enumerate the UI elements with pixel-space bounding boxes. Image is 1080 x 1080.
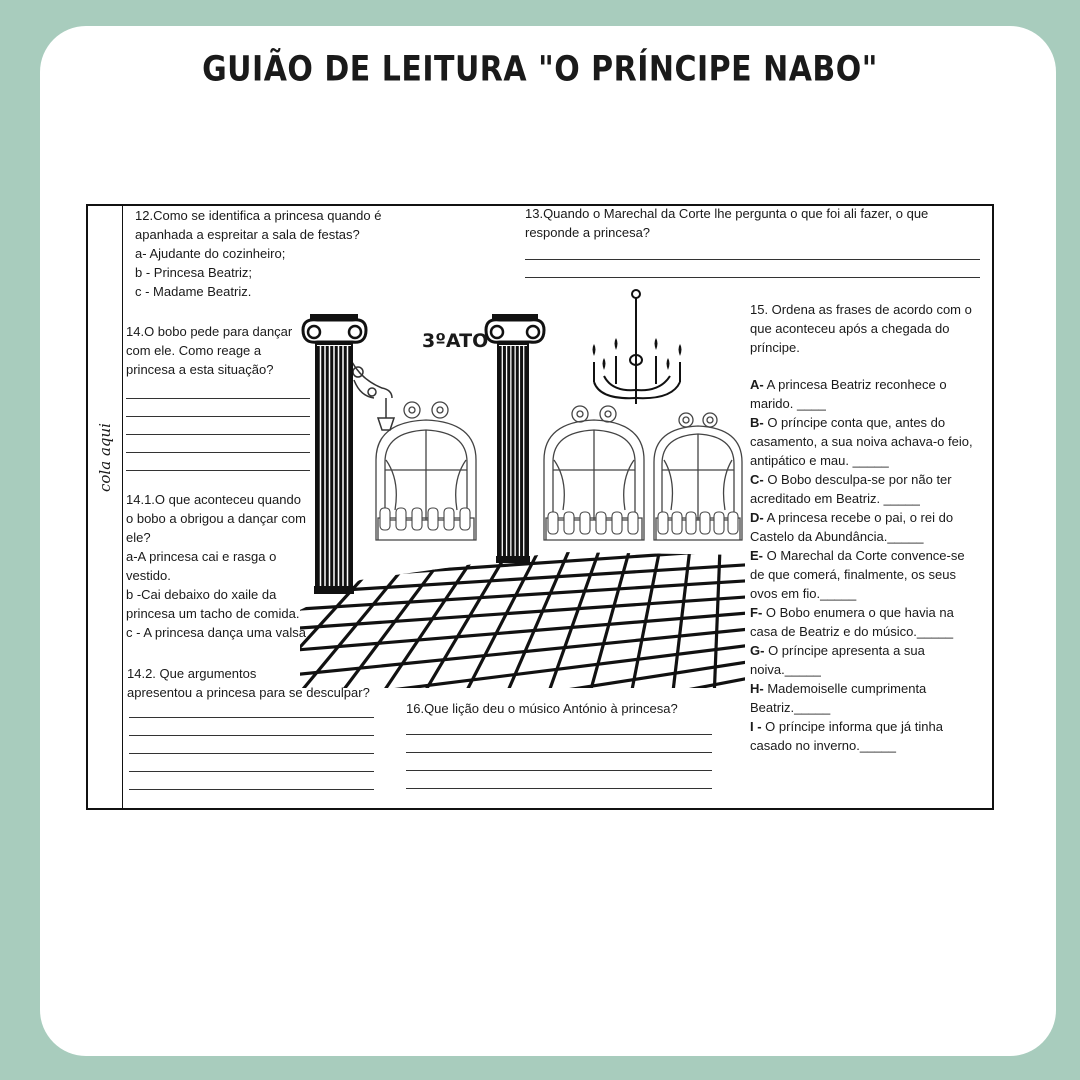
- ordering-item: [750, 546, 973, 603]
- question-12: [135, 206, 381, 301]
- item-text: de que comerá, finalmente, os seus: [750, 567, 956, 582]
- ordering-item: [750, 508, 973, 546]
- balcony-railing: [380, 508, 738, 534]
- item-text: O Bobo enumera o que havia na: [762, 605, 954, 620]
- item-text: O príncipe apresenta a sua: [764, 643, 925, 658]
- item-text: O Marechal da Corte convence-se: [763, 548, 965, 563]
- item-text: Mademoiselle cumprimenta: [763, 681, 927, 696]
- option-b: b -Cai debaixo do xaile da: [126, 587, 277, 602]
- question-text: com ele. Como reage a: [126, 343, 262, 358]
- question-text: príncipe.: [750, 340, 800, 355]
- answer-lines-14-2[interactable]: [129, 700, 374, 790]
- ordering-item: [750, 641, 973, 679]
- ordering-list: [750, 375, 973, 755]
- option-a: a-A princesa cai e rasga o: [126, 549, 277, 564]
- item-letter: F-: [750, 605, 763, 620]
- question-text: responde a princesa?: [525, 225, 651, 240]
- question-14: [126, 322, 292, 379]
- question-13: [525, 204, 928, 242]
- answer-lines-14[interactable]: [126, 381, 310, 471]
- item-text: O príncipe conta que, antes do: [763, 415, 946, 430]
- item-text: acreditado em Beatriz. _____: [750, 491, 920, 506]
- question-16: [406, 699, 678, 718]
- item-letter: C-: [750, 472, 764, 487]
- item-letter: D-: [750, 510, 764, 525]
- question-text: que aconteceu após a chegada do: [750, 321, 950, 336]
- question-text: apresentou a princesa para se desculpar?: [127, 685, 370, 700]
- ordering-item: [750, 375, 973, 413]
- item-letter: H-: [750, 681, 764, 696]
- question-text: 14.1.O que aconteceu quando: [126, 492, 301, 507]
- question-text: 13.Quando o Marechal da Corte lhe pergunta o que foi ali fazer, o que: [525, 206, 929, 221]
- item-text: casamento, a sua noiva achava-o feio,: [750, 434, 973, 449]
- option-a: a- Ajudante do cozinheiro;: [135, 246, 286, 261]
- item-text: O príncipe informa que já tinha: [761, 719, 943, 734]
- item-text: casado no inverno._____: [750, 738, 897, 753]
- question-text: 14.O bobo pede para dançar: [126, 324, 293, 339]
- question-text: o bobo a obrigou a dançar com: [126, 511, 306, 526]
- question-text: ele?: [126, 530, 151, 545]
- item-text: O Bobo desculpa-se por não ter: [763, 472, 952, 487]
- question-text: 14.2. Que argumentos: [127, 666, 257, 681]
- ordering-item: [750, 679, 973, 717]
- question-text: 12.Como se identifica a princesa quando é: [135, 208, 382, 223]
- question-14-1: [126, 490, 306, 642]
- act-label: 3ºATO: [422, 330, 489, 352]
- question-14-2: [127, 664, 370, 702]
- item-text: ovos em fio._____: [750, 586, 857, 601]
- ordering-item: [750, 413, 973, 470]
- item-text: Castelo da Abundância._____: [750, 529, 924, 544]
- item-letter: A-: [750, 377, 764, 392]
- column-left: [303, 314, 366, 594]
- item-letter: G-: [750, 643, 765, 658]
- ordering-item: [750, 717, 973, 755]
- option-a: vestido.: [126, 568, 171, 583]
- item-letter: I -: [750, 719, 762, 734]
- chandelier-icon: [594, 290, 680, 404]
- glue-label: cola aqui: [96, 423, 114, 492]
- item-text: marido. ____: [750, 396, 826, 411]
- column-right: [486, 314, 544, 563]
- question-text: 15. Ordena as frases de acordo com o: [750, 302, 972, 317]
- answer-lines-16[interactable]: [406, 717, 712, 789]
- item-text: casa de Beatriz e do músico._____: [750, 624, 954, 639]
- item-text: Beatriz._____: [750, 700, 831, 715]
- option-c: c - Madame Beatriz.: [135, 284, 252, 299]
- item-letter: B-: [750, 415, 764, 430]
- option-b: princesa um tacho de comida.: [126, 606, 300, 621]
- page-title: GUIÃO DE LEITURA "O PRÍNCIPE NABO": [202, 49, 878, 90]
- question-text: 16.Que lição deu o músico António à princesa?: [406, 701, 678, 716]
- option-b: b - Princesa Beatriz;: [135, 265, 253, 280]
- option-c: c - A princesa dança uma valsa: [126, 625, 306, 640]
- question-15: [750, 300, 973, 755]
- question-text: princesa a esta situação?: [126, 362, 274, 377]
- wall-lantern-icon: [352, 362, 394, 430]
- item-text: A princesa recebe o pai, o rei do: [763, 510, 954, 525]
- ordering-item: [750, 603, 973, 641]
- answer-lines-13[interactable]: [525, 242, 980, 278]
- question-text: apanhada a espreitar a sala de festas?: [135, 227, 360, 242]
- item-text: A princesa Beatriz reconhece o: [763, 377, 947, 392]
- item-letter: E-: [750, 548, 763, 563]
- item-text: noiva._____: [750, 662, 821, 677]
- ordering-item: [750, 470, 973, 508]
- item-text: antipático e mau. _____: [750, 453, 889, 468]
